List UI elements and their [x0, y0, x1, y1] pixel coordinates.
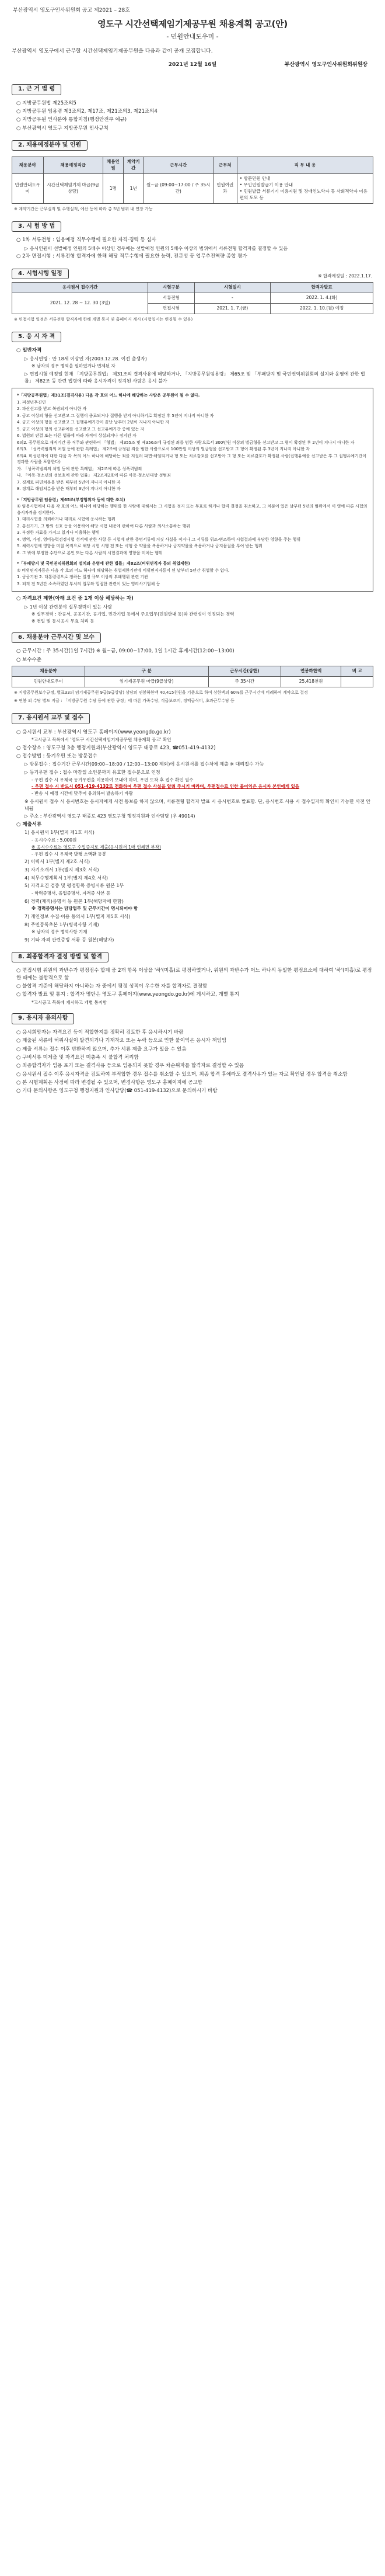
table-header: 비 고 — [341, 666, 373, 676]
list-item: ○ 제출 서류는 접수 이후 반환하지 않으며, 추가 서류 제출 요구가 있을 수 있음 — [16, 1046, 187, 1052]
table-header: 직 무 내 용 — [237, 157, 373, 174]
box-line: 4. 금고 이상의 형을 선고받고 그 집행유예기간이 끝난 날부터 2년이 지나지 아니한 자 — [17, 420, 169, 425]
notice-date: 2021년 12월 16일 — [168, 62, 217, 68]
expected-pass-date: ※ 합격예정일 : 2022.1.17. — [318, 273, 372, 279]
box-title: *「지방공무원 임용령」제65조(부정행위자 등에 대한 조치) — [17, 497, 125, 502]
box-line: 1. 공공기관 2. 대통령령으로 정하는 일정 규모 이상의 부패행위 관련 기관 — [17, 575, 148, 580]
issuer: 부산광역시 영도구인사위원회위원장 — [284, 62, 368, 68]
note: ※ 지방공무원보수규정, 별표33의 임기제공무원 9급(9급상당) 상당의 연봉하한액 40,415천원을 기준으로 하여 상한액의 60%를 근무시간에 비례하여 계약으로 결정 — [14, 690, 308, 695]
table-cell: 1명 — [103, 174, 123, 204]
table-row — [12, 676, 373, 687]
box-title: *「지방공무원법」제31조(결격사유) 다음 각 호의 어느 하나에 해당하는 사람은 공무원이 될 수 없다. — [17, 393, 200, 398]
list-item: ※ 경력증명서는 담당업무 및 근무기간이 명시되어야 함 — [32, 906, 138, 912]
duty-item: • 무인민원발급기 이용 안내 — [239, 182, 293, 188]
section-heading-qualifications: 5. 응 시 자 격 — [12, 332, 61, 343]
box-line: 가. 「성폭력범죄의 처벌 등에 관한 특례법」 제2조에 따른 성폭력범죄 — [17, 466, 142, 471]
list-item: ○ 합격자 발표 및 통지 : 합격자 명단은 영도구 홈페이지(www.yeongdo.go.kr)에 게시하고, 개별 통지 — [16, 992, 240, 998]
list-item: ※ 남자의 경우 병역사항 기재 — [32, 929, 88, 935]
list-item: ▷ 응시인원이 선발예정 인원의 5배수 이상인 경우에는 선발예정 인원의 5배수 이상의 범위에서 서류전형 합격자를 결정할 수 있음 — [24, 245, 288, 251]
list-item: ▷ 응시연령 : 만 18세 이상인 자(2003.12.28. 이전 출생자) — [24, 356, 147, 361]
table-cell: 2022. 1. 4.(화) — [271, 293, 373, 303]
list-item: ○ 불합격 기준에 해당하지 아니하는 자 중에서 평정 성적이 우수한 자를 합격자로 결정함 — [16, 983, 208, 989]
table-header: 시험일시 — [194, 282, 271, 293]
table-header: 근무시간(상한) — [208, 666, 281, 676]
list-item: ○ 부산광역시 영도구 지방공무원 인사규칙 — [16, 125, 108, 131]
table-cell: 면접시험 — [148, 303, 194, 314]
list-item: - 우편 접수 시 우체국 발행 소액환 동봉 — [32, 851, 107, 857]
list-item: ○ 본 시험계획은 사정에 따라 변경될 수 있으며, 변경사항은 영도구 홈페이지에 공고함 — [16, 1079, 203, 1086]
box-line: 8. 징계로 해임처분을 받은 때부터 3년이 지나지 아니한 자 — [17, 486, 121, 492]
box-line: 나. 「아동·청소년의 성보호에 관한 법률」 제2조제2호에 따른 아동·청소년대상 성범죄 — [17, 473, 171, 478]
table-cell: 주 35시간 — [208, 676, 281, 687]
table-cell: 월~금 (09:00~17:00 / 주 35시간) — [144, 174, 213, 204]
section-heading-notes: 9. 응시자 유의사항 — [12, 1013, 74, 1024]
list-item: 3) 자기소개서 1부(별지 제3호 서식) — [24, 867, 99, 873]
box-line: 6의3. 「성폭력범죄의 처벌 등에 관한 특례법」 제2조에 규정된 죄를 범한 사람으로서 100만원 이상의 벌금형을 선고받고 그 형이 확정된 후 3년이 지나지 아니한 자 — [17, 447, 310, 452]
table-header: 연봉하한액 — [281, 666, 341, 676]
list-item-warning: - 우편 접수 시 반드시 051-419-4132로 전화하여 우편 접수 사실을 알려 주시기 바라며, 우편접수로 인한 불이익은 응시자 본인에게 있음 — [32, 784, 300, 790]
table-cell — [341, 676, 373, 687]
list-item: ○ 최종합격자가 임용 포기 또는 결격사유 등으로 임용되지 못할 경우 차순위자를 합격자로 결정할 수 있음 — [16, 1063, 244, 1069]
table-header: 구 분 — [85, 666, 208, 676]
box-line: 3. 퇴직 전 5년간 소속하였던 부서의 업무와 밀접한 관련이 있는 영리사기업체 등 — [17, 581, 160, 586]
positions-table — [12, 157, 373, 203]
note: ※ 연봉 외 수당 별도 지급 : 「지방공무원 수당 등에 관한 규정」에 따른 가족수당, 직급보조비, 정액급식비, 초과근무수당 등 — [14, 698, 235, 703]
box-line: 2. 파산선고를 받고 복권되지 아니한 자 — [17, 406, 87, 412]
intro-text: 부산광역시 영도구에서 근무할 시간선택제임기제공무원을 다음과 같이 공개 모집합니다. — [12, 48, 213, 54]
section-heading-schedule: 4. 시험시행 일정 — [12, 269, 69, 280]
list-item: ○ 제출된 서류에 허위사실이 발견되거나 기재착오 또는 누락 등으로 인한 불이익은 응시자 책임임 — [16, 1038, 227, 1044]
list-item: 2) 이력서 1부(별지 제2호 서식) — [24, 859, 90, 865]
table-cell-duties — [237, 174, 373, 204]
schedule-table — [12, 282, 373, 314]
table-cell: 1년 — [123, 174, 144, 204]
page-title: 영도구 시간선택제임기제공무원 채용계획 공고(안) — [97, 19, 288, 30]
list-item: ▷ 등기우편 접수 : 접수 마감일 소인분까지 유효한 접수분으로 인정 — [24, 769, 160, 775]
list-item: ○ 면접시험 위원의 과반수가 평정점수 합계 중 2개 항목 이상을 '하'(미흡)로 평정하였거나, 위원의 과반수가 어느 하나의 동일한 평정요소에 대하여 '하'(미흡)로 평정한 때에는 불합격으로 함 — [16, 968, 372, 981]
box-line: 6의4. 미성년자에 대한 다음 각 목의 어느 하나에 해당하는 죄를 저질러 파면·해임되거나 형 또는 치료감호를 선고받아 그 형 또는 치료감호가 확정된 사람(집행유예를 선고받은 후 그 집행유예기간이 경과한 사람을 포함한다) — [17, 453, 367, 465]
list-item: 6) 경력(재직)증명서 등 원본 1부(해당자에 한함) — [24, 898, 124, 904]
box-line: 3. 금고 이상의 형을 선고받고 그 집행이 종료되거나 집행을 받지 아니하기로 확정된 후 5년이 지나지 아니한 자 — [17, 413, 214, 418]
table-header: 계약기간 — [123, 157, 144, 174]
box-line: 6의2. 공무원으로 재직기간 중 직무와 관련하여 「형법」 제355조 및 제356조에 규정된 죄를 범한 사람으로서 300만원 이상의 벌금형을 선고받고 그 형이 확정된 후 2년이 지나지 아니한 자 — [17, 440, 355, 445]
table-cell: 임기제공무원 마급(9급상당) — [85, 676, 208, 687]
list-item: ○ 응시원서 교부 : 부산광역시 영도구 홈페이지(www.yeongdo.go.kr) — [16, 729, 171, 735]
list-item: ▷ 면접시험 예정일 현재 「지방공무원법」 제31조의 결격사유에 해당하거나, 「지방공무원임용령」 제65조 및 「부패방지 및 국민권익위원회의 설치와 운영에 관한 법률」 제82조 등 관련 법령에 따라 응시자격이 정지된 사람은 응시 불가 — [24, 371, 365, 384]
table-header: 응시원서 접수기간 — [12, 282, 148, 293]
list-item: ○ 1차 서류전형 : 임용예정 직무수행에 필요한 자격·경력 등 심사 — [16, 237, 156, 244]
list-item: - 우편 접수 시 우체국 등기우편을 이용하여 보내야 하며, 우편 도착 후 접수 확인 필수 — [32, 777, 194, 783]
list-item: ○ 기타 문의사항은 영도구청 행정지원과 인사담당(☎ 051-419-4132)으로 문의하시기 바람 — [16, 1088, 218, 1094]
table-cell: 시간선택제임기제 마급(9급상당) — [43, 174, 103, 204]
list-item: 9) 기타 자격 관련증빙 서류 등 원본(해당자) — [24, 937, 114, 943]
box-line: 2. 통신기기, 그 밖의 신호 등을 이용하여 해당 시험 내용에 관하여 다른 사람과 의사소통하는 행위 — [17, 523, 191, 529]
list-item: ○ 접수방법 : 등기우편 또는 방문접수 — [16, 753, 97, 759]
note: ※ 계약기간은 근무실적 및 수행실적, 예산 등에 따라 총 5년 범위 내 연장 가능 — [14, 206, 153, 211]
list-item: ○ 지방공무원 인사분야 통합지침(행정안전부 예규) — [16, 117, 127, 123]
table-cell: 민원여권과 — [213, 174, 237, 204]
box-line: 5. 체력시험에 영향을 미칠 목적으로 해당 시험 시행 전 또는 시행 중 약물을 복용하거나 금지약물을 복용하거나 금지물질을 투여 받는 행위 — [17, 544, 262, 549]
duty-item: • 방문민원 안내 — [239, 176, 271, 182]
table-cell: - — [194, 293, 271, 303]
box-line: 1. 대리시험을 의뢰하거나 대리로 시험에 응시하는 행위 — [17, 517, 116, 522]
box-line: 5. 금고 이상의 형의 선고유예를 선고받고 그 선고유예기간 중에 있는 자 — [17, 426, 145, 432]
list-item: 7) 개인정보 수집·이용 동의서 1부(별지 제5호 서식) — [24, 914, 131, 920]
table-cell: 25,418천원 — [281, 676, 341, 687]
list-item: ○ 2차 면접시험 : 서류전형 합격자에 한해 해당 직무수행에 필요한 능력, 전문성 등 업무추진역량 종합 평가 — [16, 253, 247, 260]
list-item: ○ 자격요건 제한(아래 요건 중 1개 이상 해당하는 자) — [16, 596, 134, 602]
table-header: 채용예정직급 — [43, 157, 103, 174]
table-header: 시험구분 — [148, 282, 194, 293]
section-heading-exam-method: 3. 시 험 방 법 — [12, 221, 61, 232]
box-line: ① 임용시험에서 다음 각 호의 어느 하나에 해당하는 행위를 한 사람에 대해서는 그 시험을 정지 또는 무효로 하거나 합격 결정을 취소하고, 그 처분이 있은 날부터 5년의 범위에서 이 영에 따른 시험의 응시자격을 정지한다. — [17, 504, 368, 515]
list-item: ○ 응시원서 접수 이후 응시자격을 검토하여 부적합한 경우 접수를 취소할 수 있으며, 최종 합격 후에라도 결격사유가 있는 자로 확인될 경우 합격을 취소함 — [16, 1071, 348, 1077]
disqualification-box — [12, 388, 373, 592]
list-item: ※ 응시원서 접수 시 응시번호는 응시자에게 사전 통보를 하지 않으며, 서류전형 합격자 발표 시 응시번호로 발표함. 단, 응시번호 사용 시 접수일자의 확인이 가능한 사전 안내됨 — [24, 799, 371, 811]
list-item: ○ 구비서류 미제출 및 자격요건 미충족 시 불합격 처리함 — [16, 1054, 139, 1061]
list-item: - 반송 시 예정 시간에 맞추어 유의하여 발송하기 바람 — [32, 791, 133, 797]
section-heading-legal-basis: 1. 근 거 법 령 — [12, 84, 61, 95]
list-item: ▷ 방문접수 : 접수기간 근무시간(09:00~18:00 / 12:00~13:00 제외)에 응시원서를 접수처에 제출 ※ 대리접수 가능 — [24, 762, 264, 767]
list-item: *고시공고 목록에서 '영도구 시간선택제임기제공무원 채용계획 공고' 확인 — [32, 736, 172, 742]
pay-table — [12, 666, 373, 687]
list-item: ○ 보수수준 — [16, 656, 41, 663]
box-line: 6. 법원의 판결 또는 다른 법률에 따라 자격이 상실되거나 정지된 자 — [17, 433, 136, 439]
list-item: ○ 제출서류 — [16, 821, 42, 828]
table-row — [12, 174, 373, 204]
list-item: ○ 근무시간 : 주 35시간(1일 7시간) ※ 월~금, 09:00~17:00, 1일 1시간 휴게시간(12:00~13:00) — [16, 648, 235, 655]
table-header: 채용분야 — [12, 157, 44, 174]
list-item: 4) 직무수행계획서 1부(별지 제4호 서식) — [24, 875, 108, 881]
list-item: ○ 일반자격 — [16, 347, 42, 354]
note: ※ 면접시험 일정은 서류전형 합격자에 한해 개별 통지 및 홈페이지 게시 (시험일시는 변경될 수 있음) — [14, 317, 193, 322]
section-heading-positions: 2. 채용예정분야 및 인원 — [12, 140, 88, 151]
box-line: 6. 그 밖에 부정한 수단으로 본인 또는 다른 사람의 시험결과에 영향을 미치는 행위 — [17, 550, 163, 555]
duty-item: • 민원발급 서류기기 이용지원 및 장애인노약자 등 사회적약자 이용편의 도모 등 — [239, 188, 368, 200]
list-item: - 학력증명서, 졸업증명서, 자격증 사본 등 — [32, 890, 111, 896]
list-item: ○ 접수장소 : 영도구청 3층 행정지원과(부산광역시 영도구 태종로 423, ☎051-419-4132) — [16, 745, 216, 751]
box-line: 1. 피성년후견인 — [17, 399, 46, 405]
box-line: 3. 부정한 자료를 가지고 있거나 이용하는 행위 — [17, 530, 100, 536]
box-line: ① 비위면직자등은 다음 각 호의 어느 하나에 해당하는 취업제한기관에 비위면직자등이 된 날부터 5년간 취업할 수 없다. — [17, 568, 230, 573]
notice-number: 부산광역시 영도구인사위원회 공고 제2021 – 28호 — [13, 8, 130, 13]
table-header: 채용분야 — [12, 666, 85, 676]
list-item: ▷ 1년 이상 관련분야 실무경력이 있는 사람 — [24, 604, 113, 610]
table-header: 근무처 — [213, 157, 237, 174]
list-item: 5) 자격요건 검증 및 평정항목 증빙서류 원본 1부 — [24, 883, 124, 889]
table-cell: 2022. 1. 10.(월) 예정 — [271, 303, 373, 314]
table-cell: 민원안내도우미 — [12, 676, 85, 687]
box-line: 7. 징계로 파면처분을 받은 때부터 5년이 지나지 아니한 자 — [17, 479, 121, 485]
table-header: 근무시간 — [144, 157, 213, 174]
table-cell: 2021. 1. 7.(금) — [194, 303, 271, 314]
table-cell: 서류전형 — [148, 293, 194, 303]
section-heading-hours-pay: 6. 채용분야 근무시간 및 보수 — [12, 632, 101, 644]
recruitment-notice — [12, 0, 373, 1107]
list-item: ○ 지방공무원 임용령 제3조의2, 제17조, 제21조의3, 제21조의4 — [16, 109, 158, 115]
list-item: ○ 지방공무원법 제25조의5 — [16, 100, 76, 106]
list-item: 8) 주민등록초본 1부(병적사항 기재) — [24, 922, 99, 927]
box-title: *「부패방지 및 국민권익위원회의 설치와 운영에 관한 법률」제82조(비위면직자 등의 취업제한) — [17, 561, 190, 566]
table-header: 채용인원 — [103, 157, 123, 174]
list-item: 1) 응시원서 1부(별지 제1호 서식) — [24, 830, 94, 836]
box-line: 4. 병역, 가점, 영어능력검정시험 성적에 관한 사항 등 시험에 관한 증명서류에 거짓 사실을 적거나 그 서류를 위조·변조하여 시험결과에 부당한 영향을 주는 행위 — [17, 537, 301, 542]
list-item: ○ 응시희망자는 자격요건 등이 적합한지를 정확히 검토한 후 응시하시기 바람 — [16, 1029, 184, 1035]
list-item: ▷ 주소 : 부산광역시 영도구 태종로 423 영도구청 행정지원과 인사담당 (우 49014) — [24, 814, 195, 819]
table-cell: 2021. 12. 28 ~ 12. 30 (3일) — [12, 293, 148, 314]
list-item: ※ 응시수수료는 영도구 수입증지로 제출(응시원서 1매 인쇄면 부착) — [32, 844, 161, 850]
section-heading-application: 7. 응시원서 교부 및 접수 — [12, 713, 90, 724]
section-heading-final-decision: 8. 최종합격자 결정 방법 및 합격 — [12, 952, 108, 963]
list-item: ※ 남자의 경우 병역을 필하였거나 면제된 자 — [32, 363, 116, 369]
table-row — [12, 293, 373, 303]
list-item: *고시공고 목록에 게시하고 개별 통지함 — [32, 999, 107, 1005]
list-item: - 응시수수료 : 5,000원 — [32, 837, 77, 843]
list-item: ※ 전일 및 동시응시 무효 처리 등 — [32, 618, 94, 624]
table-cell: 민원안내도우미 — [12, 174, 44, 204]
table-header: 합격자발표 — [271, 282, 373, 293]
list-item: ※ 실무경력 : 관공서, 공공기관, 공기업, 민간기업 등에서 주요업무(민원안내 등)와 관련성이 인정되는 경력 — [32, 611, 235, 617]
page-subtitle: - 민원안내도우미 - — [166, 32, 219, 40]
